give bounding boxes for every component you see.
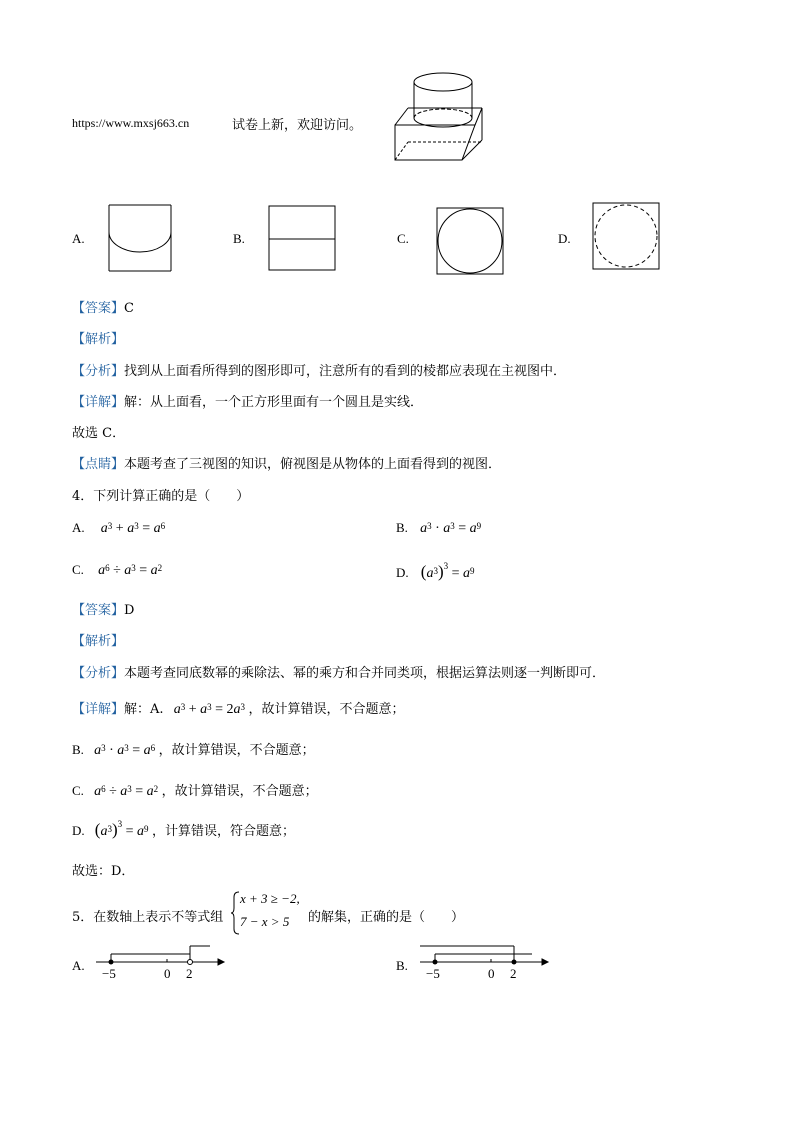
q5-option-a-label: A. [72, 958, 85, 973]
dianjing-text: 本题考查了三视图的知识，俯视图是从物体的上面看得到的视图． [124, 457, 502, 472]
q4-xiangjie-c: C. $a^6 \div a^3 = a^2$ ，故计算错误，不合题意； [72, 783, 318, 799]
option-b-figure [268, 205, 336, 271]
q5-a-tick-neg5: −5 [102, 966, 116, 981]
option-b-label: B. [233, 231, 245, 246]
q4-option-d: D. $(a^3)^3 = a^9$ [396, 561, 475, 581]
q4-option-a: A. $a^3 + a^3 = a^6$ [72, 520, 166, 536]
q4-xiangjie-d: D. $(a^3)^3 = a^9$ ，计算错误，符合题意； [72, 819, 296, 839]
option-d-label: D. [558, 231, 571, 246]
q3-fenxi [72, 360, 566, 379]
q5-b-tick-2: 2 [510, 966, 517, 981]
header-slogan: 试卷上新，欢迎访问。 [232, 118, 363, 133]
system-line-1: x + 3 ≥ −2, [240, 891, 300, 906]
system-brace [230, 891, 240, 935]
q5-a-tick-2: 2 [186, 966, 193, 981]
answer-value: C [124, 301, 134, 316]
q4-xiangjie-b: B. $a^3 \cdot a^3 = a^6$ ，故计算错误，不合题意； [72, 742, 315, 758]
q4-option-b: B. $a^3 \cdot a^3 = a^9$ [396, 520, 482, 536]
option-c-figure [436, 207, 504, 275]
q4-option-c-label: C. [72, 562, 84, 577]
xiangjie-text: 解：从上面看，一个正方形里面有一个圆且是实线． [124, 395, 424, 410]
q4-conclusion: 故选：D． [72, 864, 135, 879]
option-a-figure [108, 204, 172, 272]
q3-xiangjie [72, 391, 423, 410]
q5-stem-after: 的解集，正确的是（ ） [308, 910, 465, 925]
q3-dianjing [72, 453, 501, 472]
q5-stem-before: 5．在数轴上表示不等式组 [72, 910, 224, 925]
fenxi-tag: 【分析】 [72, 364, 125, 379]
q5-option-b-label: B. [396, 958, 408, 973]
q4-stem: 4．下列计算正确的是（ ） [72, 489, 250, 504]
q5-b-tick-neg5: −5 [426, 966, 440, 981]
q4-answer: 【答案】D [72, 603, 135, 618]
q4-option-a-label: A. [72, 520, 85, 535]
source-url[interactable]: https://www.mxsj663.cn [72, 116, 190, 130]
cylinder-on-block-figure [390, 70, 490, 170]
q4-analysis-heading: 【解析】 [72, 634, 125, 649]
q4-option-b-label: B. [396, 520, 408, 535]
q5-b-tick-0: 0 [488, 966, 495, 981]
q4-xiangjie-a: 【详解】解：A. $a^3 + a^3 = 2a^3$ ，故计算错误，不合题意； [72, 702, 405, 717]
fenxi-text: 找到从上面看所得到的图形即可，注意所有的看到的棱都应表现在主视图中． [124, 364, 567, 379]
q4-option-c: C. $a^6 \div a^3 = a^2$ [72, 562, 163, 578]
option-c-label: C. [397, 231, 409, 246]
q3-answer [72, 297, 134, 316]
dianjing-tag: 【点睛】 [72, 457, 125, 472]
option-a-label: A. [72, 231, 85, 246]
q4-fenxi: 【分析】本题考查同底数幂的乘除法、幂的乘方和合并同类项，根据运算法则逐一判断即可． [72, 666, 606, 681]
xiangjie-tag: 【详解】 [72, 395, 125, 410]
system-line-2: 7 − x > 5 [240, 914, 290, 929]
q3-analysis-heading: 【解析】 [72, 332, 125, 347]
q5-a-tick-0: 0 [164, 966, 171, 981]
option-d-figure [592, 202, 660, 270]
q4-option-d-label: D. [396, 565, 409, 580]
q3-conclusion: 故选 C． [72, 426, 126, 441]
answer-tag: 【答案】 [72, 301, 125, 316]
